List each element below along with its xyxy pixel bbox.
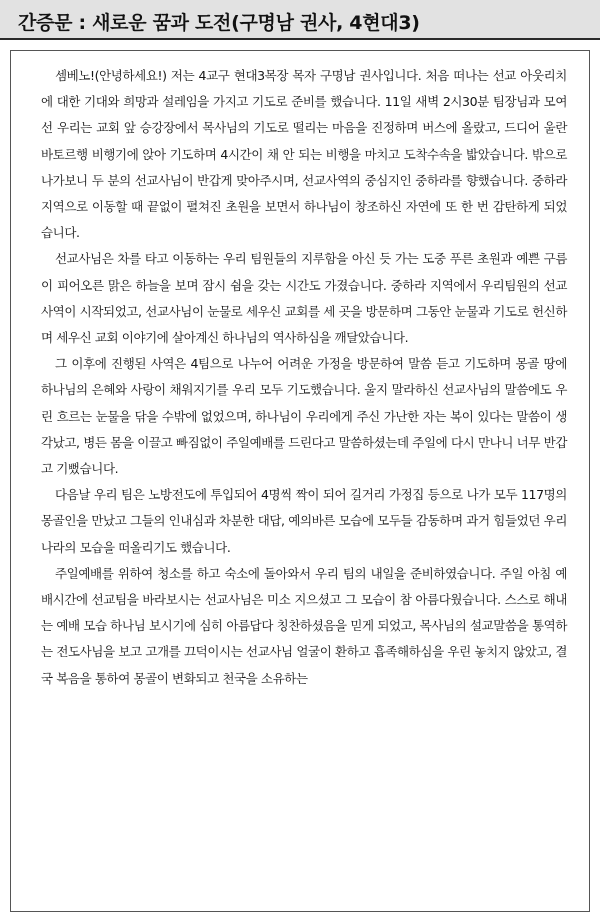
paragraph-1: 셈베노!(안녕하세요!) 저는 4교구 현대3목장 목자 구명남 권사입니다. 처음 떠나는 선교 아웃리치에 대한 기대와 희망과 설레임을 가지고 기도로 준비를 했습니다. 11일 새벽 2시30분 팀장님과 모여선 우리는 교회 앞 승강장에서 목사님의 기도로 떨리는 마음을 진정하며 버스에 올랐고, 드디어 울란바토르행 비행기에 앉아 기도하며 4시간이 채 안 되는 비행을 마치고 도착수속을 밟았습니다. 밖으로 나가보니 두 분의 선교사님이 반갑게 맞아주시며, 선교사역의 중심지인 중하라를 향했습니다. 중하라 지역으로 이동할 때 끝없이 펼쳐진 초원을 보면서 하나님이 창조하신 자연에 또 한 번 감탄하게 되었습니다.	[41, 68, 567, 241]
paragraph-3: 그 이후에 진행된 사역은 4팀으로 나누어 어려운 가정을 방문하여 말씀 듣고 기도하며 몽골 땅에 하나님의 은혜와 사랑이 채워지기를 우리 모두 기도했습니다. 울지 말라하신 선교사님의 말씀에도 우린 흐르는 눈물을 닦을 수밖에 없었으며, 하나님이 우리에게 주신 가난한 자는 복이 있다는 말씀이 생각났고, 병든 몸을 이끌고 빠짐없이 주일예배를 드린다고 말씀하셨는데 주일에 다시 만나니 너무 반갑고 기뻤습니다.	[41, 356, 567, 477]
title-bar	[0, 0, 600, 40]
paragraph-4: 다음날 우리 팀은 노방전도에 투입되어 4명씩 짝이 되어 길거리 가정집 등으로 나가 모두 117명의 몽골인을 만났고 그들의 인내심과 차분한 대답, 예의바른 모습에 모두들 감동하며 과거 힘들었던 우리나라의 모습을 떠올리기도 했습니다.	[41, 487, 567, 555]
testimony-body	[10, 50, 590, 912]
paragraph-5: 주일예배를 위하여 청소를 하고 숙소에 돌아와서 우리 팀의 내일을 준비하였습니다. 주일 아침 예배시간에 선교팀을 바라보시는 선교사님은 미소 지으셨고 그 모습이 참 아름다웠습니다. 스스로 해내는 예배 모습 하나님 보시기에 심히 아름답다 칭찬하셨음을 믿게 되었고, 목사님의 설교말씀을 통역하는 전도사님을 보고 고개를 끄덕이시는 선교사님 얼굴이 환하고 흡족해하심을 우린 놓치지 않았고, 결국 복음을 통하여 몽골이 변화되고 천국을 소유하는	[41, 565, 567, 686]
page-title: 간증문 : 새로운 꿈과 도전(구명남 권사, 4현대3)	[18, 12, 420, 34]
paragraph-2: 선교사님은 차를 타고 이동하는 우리 팀원들의 지루함을 아신 듯 가는 도중 푸른 초원과 예쁜 구름이 피어오른 맑은 하늘을 보며 잠시 쉼을 갖는 시간도 가졌습니다. 중하라 지역에서 우리팀원의 선교사역이 시작되었고, 선교사님이 눈물로 세우신 교회를 세 곳을 방문하며 그동안 눈물과 기도로 헌신하며 세우신 교회 이야기에 살아계신 하나님의 역사하심을 깨달았습니다.	[41, 251, 567, 346]
